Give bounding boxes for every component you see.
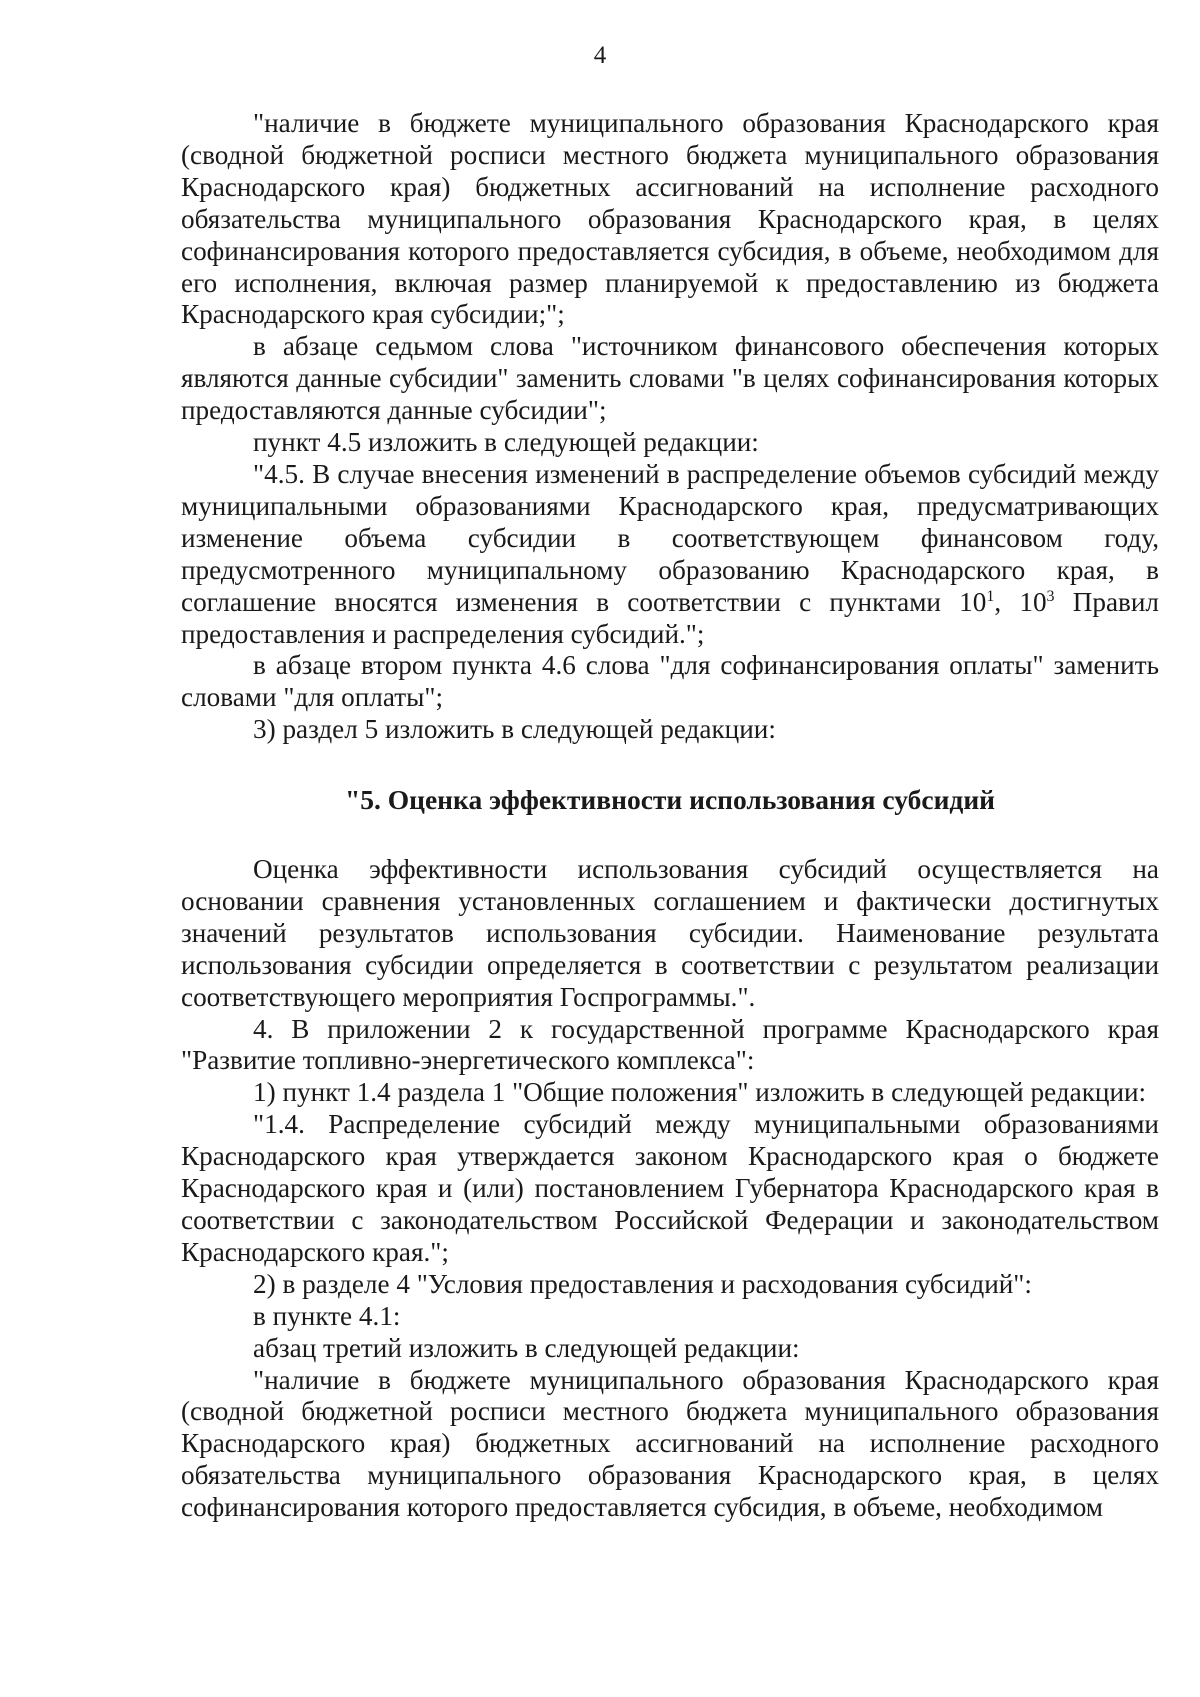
paragraph: в пункте 4.1: xyxy=(253,1300,401,1331)
paragraph: "1.4. Распределение субсидий между муниципальными образованиями Краснодарского края утверждается законом Краснодарского края о бюджете Краснодарского края и (или) постановлением Губернатора Краснодарского края в соответствии с законодательством Российской Федерации и законодательством Краснодарского края."; xyxy=(181,1109,1159,1267)
page-number: 4 xyxy=(593,42,607,69)
superscript: 3 xyxy=(1046,587,1055,605)
paragraph-with-superscripts xyxy=(181,459,1159,650)
paragraph-text: , 10 xyxy=(994,586,1047,617)
paragraph-text: "4.5. В случае внесения изменений в распределение объемов субсидий между муниципальными образованиями Краснодарского края, предусматривающих изменение объема субсидии в соответствующем финансовом году, предусмотренного муниципальному образованию Краснодарского края, в соглашение вносятся изменения в соответствии с пунктами 10 xyxy=(181,458,1159,617)
paragraph: пункт 4.5 изложить в следующей редакции: xyxy=(253,427,759,458)
paragraph: Оценка эффективности использования субсидий осуществляется на основании сравнения установленных соглашением и фактически достигнутых значений результатов использования субсидии. Наименование результата использования субсидии определяется в соответствии с результатом реализации соответствующего мероприятия Госпрограммы.". xyxy=(181,854,1159,1012)
paragraph: 1) пункт 1.4 раздела 1 "Общие положения" изложить в следующей редакции: xyxy=(253,1077,1147,1108)
paragraph: "наличие в бюджете муниципального образования Краснодарского края (сводной бюджетной росписи местного бюджета муниципального образования Краснодарского края) бюджетных ассигнований на исполнение расходного обязательства муниципального образования Краснодарского края, в целях софинансирования которого предоставляется субсидия, в объеме, необходимом xyxy=(181,1364,1159,1523)
paragraph: в абзаце седьмом слова "источником финансового обеспечения которых являются данные субсидии" заменить словами "в целях софинансирования которых предоставляются данные субсидии"; xyxy=(181,331,1159,426)
paragraph: 4. В приложении 2 к государственной программе Краснодарского края "Развитие топливно-энергетического комплекса": xyxy=(181,1013,1159,1076)
paragraph-text: Правил предоставления и распределения субсидий."; xyxy=(181,586,1159,649)
document-body xyxy=(181,108,1159,1524)
superscript: 1 xyxy=(986,587,995,605)
paragraph: 3) раздел 5 изложить в следующей редакции: xyxy=(253,714,776,745)
paragraph: абзац третий изложить в следующей редакции: xyxy=(253,1332,800,1363)
paragraph: 2) в разделе 4 "Условия предоставления и расходования субсидий": xyxy=(253,1268,1032,1299)
paragraph: "наличие в бюджете муниципального образования Краснодарского края (сводной бюджетной росписи местного бюджета муниципального образования Краснодарского края) бюджетных ассигнований на исполнение расходного обязательства муниципального образования Краснодарского края, в целях софинансирования которого предоставляется субсидия, в объеме, необходимом для его исполнения, включая размер планируемой к предоставлению из бюджета Краснодарского края субсидии;"; xyxy=(181,108,1159,330)
paragraph: в абзаце втором пункта 4.6 слова "для софинансирования оплаты" заменить словами "для оплаты"; xyxy=(181,650,1159,713)
section-heading: "5. Оценка эффективности использования субсидий xyxy=(344,784,996,816)
